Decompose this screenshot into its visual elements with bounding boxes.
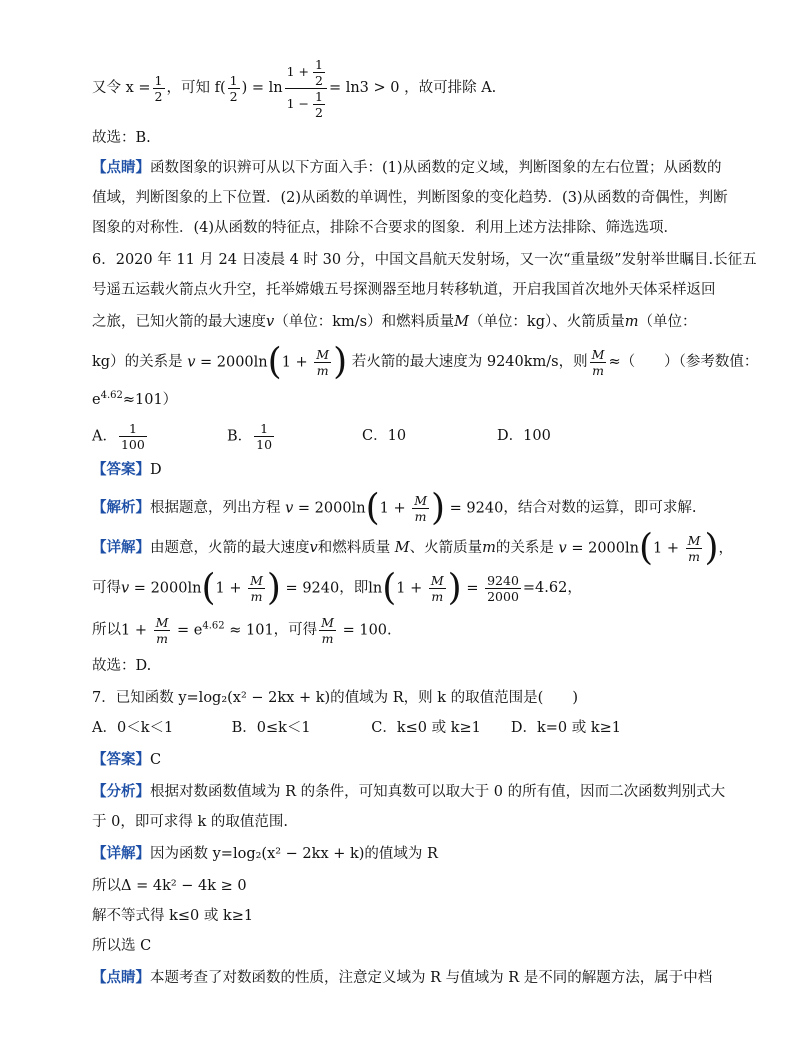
q6-line-5: $e^{4.62}\approx 101$） [92,390,178,408]
q6-detail-1: 【详解】 由题意，火箭的最大速度 v 和燃料质量 M 、火箭质量 m 的关系是 v = 2000ln(1 + $\frac{M}{m}$ )， [92,527,733,568]
remark-tag: 【点睛】 [92,159,150,176]
q7-detail [92,844,724,864]
q7-answer [92,750,724,770]
text: （单位：kg）、火箭质量 [468,314,625,330]
q6-choose: 故选：D. [92,658,152,674]
option-c: C．10 [362,428,407,444]
q7-options [92,718,724,738]
text: 又令 x = [92,80,151,96]
analysis-tag: 【分析】 [92,783,150,800]
exclusion-line [92,56,724,120]
text: ，结合对数的运算，即可求解. [503,500,697,516]
text: 、火箭质量 [409,540,483,556]
q6-line-3: 之旅，已知火箭的最大速度v（单位：km/s）和燃料质量M（单位：kg）、火箭质量m（单位： [92,314,697,330]
text: ) = ln [241,80,283,96]
text: 之旅，已知火箭的最大速度 [92,314,266,330]
fraction: $\frac{1}{2}$ [229,72,238,104]
detail-tag: 【详解】 [92,539,150,556]
text: ，可知 f( [166,80,226,96]
remark-line-1 [92,158,724,178]
text: （单位： [638,314,697,330]
text: kg）的关系是 [92,354,183,370]
option-b: B． $\frac{1}{10}$ [227,420,273,452]
text: 和燃料质量 [317,540,391,556]
text: ，可得 [273,622,318,638]
option-a: A． $\frac{1}{100}$ [92,420,145,452]
q7-analysis-2: 于 0，即可求得 k 的取值范围. [92,814,288,830]
text: 由题意，火箭的最大速度 [150,540,310,556]
formula: v = 2000ln(1 + $\frac{M}{m}$ ) [187,341,348,382]
q6-options [92,416,724,456]
option-b: B．0≤k＜1 [231,720,311,736]
option-d: D．k=0 或 k≥1 [510,720,621,736]
formula: v = 2000ln(1 + $\frac{M}{m}$ ) = 9240 [285,487,504,528]
q6-detail-3 [92,610,724,650]
formula: $\frac{M}{m}$ = 100. [321,614,392,646]
q7-line-1: 7．已知函数 y=log₂(x² − 2kx + k)的值域为 R，则 k 的取值范围是( ) [92,690,578,706]
remark-line-2: 值域，判断图象的上下位置．(2)从函数的单调性，判断图象的变化趋势．(3)从函数的奇偶性，判断 [92,190,728,206]
text: ≈（ ）（参考数值： [608,354,759,370]
compound-fraction: 1 + $\frac{1}{2}$ 1 − $\frac{1}{2}$ [285,57,327,120]
text: =4.62， [522,580,582,596]
answer-tag: 【答案】 [92,461,150,478]
text: ，即 [339,580,369,596]
q6-analysis [92,488,724,528]
text: = ln3 > 0 ，故可排除 A. [328,80,497,96]
q6-line-2: 号遥五运载火箭点火升空，托举嫦娥五号探测器至地月转移轨道，开启我国首次地外天体采样返回 [92,282,716,298]
answer-value: D [150,462,162,478]
text: 若火箭的最大速度为 9240km/s，则 [351,354,588,370]
fraction: $\frac{M}{m}$ [591,346,605,378]
text: 可得 [92,580,121,596]
formula: v = 2000ln(1 + $\frac{M}{m}$ )， [558,527,733,568]
answer-value: C [150,752,162,768]
analysis-tag: 【解析】 [92,499,150,516]
formula: v = 2000ln(1 + $\frac{M}{m}$ ) = 9240 [121,567,340,608]
option-c: C．k≤0 或 k≥1 [371,720,481,736]
formula: ln(1 + $\frac{M}{m}$ ) = $\frac{9240}{2000}$ [368,567,519,608]
formula: 1 + $\frac{M}{m}$ = $e^{4.62} \approx 101$ [121,614,274,646]
text: （单位：km/s）和燃料质量 [274,314,455,330]
answer-tag: 【答案】 [92,751,150,768]
text: 函数图象的识辨可从以下方面入手：(1)从函数的定义域，判断图象的左右位置；从函数的 [150,160,722,176]
choose-line: 故选：B. [92,130,151,146]
q7-step-3: 所以选 C [92,938,152,954]
text: 本题考查了对数函数的性质，注意定义域为 R 与值域为 R 是不同的解题方法，属于中档 [150,970,713,986]
q7-step-1: 所以Δ = 4k² − 4k ≥ 0 [92,878,247,894]
remark-line-3: 图象的对称性．(4)从函数的特征点，排除不合要求的图象．利用上述方法排除、筛选选项． [92,220,679,236]
q6-line-4 [92,340,759,384]
q7-analysis-1 [92,782,724,802]
text: 因为函数 y=log₂(x² − 2kx + k)的值域为 R [150,846,438,862]
q6-line-1: 6．2020 年 11 月 24 日凌晨 4 时 30 分，中国文昌航天发射场，又一次“重量级”发射举世瞩目.长征五 [92,252,757,268]
remark-tag: 【点睛】 [92,969,150,986]
option-a: A．0＜k＜1 [92,720,174,736]
text: 根据对数函数值域为 R 的条件，可知真数可以取大于 0 的所有值，因而二次函数判别式大 [150,784,726,800]
text: 所以 [92,622,121,638]
fraction: $\frac{1}{2}$ [154,72,163,104]
q6-detail-2 [92,568,724,608]
detail-tag: 【详解】 [92,845,150,862]
q6-answer [92,460,724,480]
option-d: D．100 [497,428,551,444]
text: 根据题意，列出方程 [150,500,281,516]
text: 的关系是 [495,540,554,556]
q7-remark [92,968,724,988]
q7-step-2: 解不等式得 k≤0 或 k≥1 [92,908,254,924]
text: ≈101） [122,391,178,408]
